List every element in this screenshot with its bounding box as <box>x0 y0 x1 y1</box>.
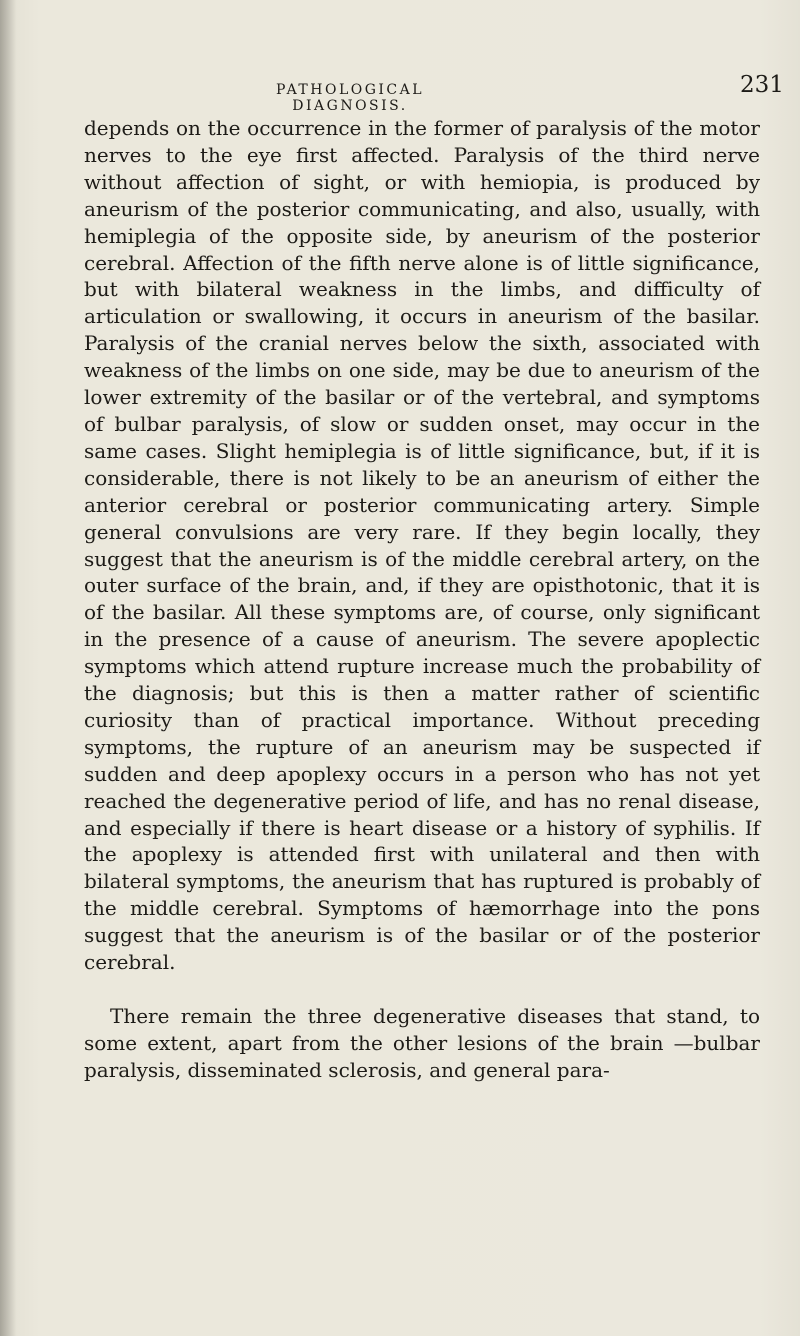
paragraph-2: There remain the three degenerative diseases that stand, to some extent, apart from the other lesions of the brain —bulbar paralysis, disseminated sclerosis, and general para- <box>84 1004 760 1082</box>
page-number: 231 <box>740 72 784 98</box>
paragraph-1: depends on the occurrence in the former of paralysis of the motor nerves to the eye first affected. Paralysis of the third nerve without affection of sight, or with hemiopia, is produced by aneurism of the posterior communicating, and also, usually, with hemiplegia of the opposite side, by aneurism of the posterior cerebral. Affection of the fifth nerve alone is of little significance, but with bilateral weakness in the limbs, and difficulty of articulation or swallowing, it occurs in aneurism of the basilar. Paralysis of the cranial nerves below the sixth, associated with weakness of the limbs on one side, may be due to aneurism of the lower extremity of the basilar or of the vertebral, and symptoms of bulbar paralysis, of slow or sudden onset, may occur in the same cases. Slight hemiplegia is of little significance, but, if it is considerable, there is not likely to be an aneurism of either the anterior cerebral or posterior communicating artery. Simple general convulsions are very rare. If they begin locally, they suggest that the aneurism is of the middle cerebral artery, on the outer surface of the brain, and, if they are opisthotonic, that it is of the basilar. All these symptoms are, of course, only significant in the presence of a cause of aneurism. The severe apoplectic symptoms which attend rupture increase much the probability of the diagnosis; but this is then a matter rather of scientific curiosity than of practical importance. Without preceding symptoms, the rupture of an aneurism may be suspected if sudden and deep apoplexy occurs in a person who has not yet reached the degenerative period of life, and has no renal disease, and especially if there is heart disease or a history of syphilis. If the apoplexy is attended first with unilateral and then with bilateral symptoms, the aneurism that has ruptured is probably of the middle cerebral. Symptoms of hæmorrhage into the pons suggest that the aneurism is of the basilar or of the posterior cerebral. <box>84 116 760 975</box>
binding-shadow <box>0 0 16 1336</box>
running-head: PATHOLOGICAL DIAGNOSIS. <box>275 82 425 114</box>
body-text <box>84 115 760 1084</box>
